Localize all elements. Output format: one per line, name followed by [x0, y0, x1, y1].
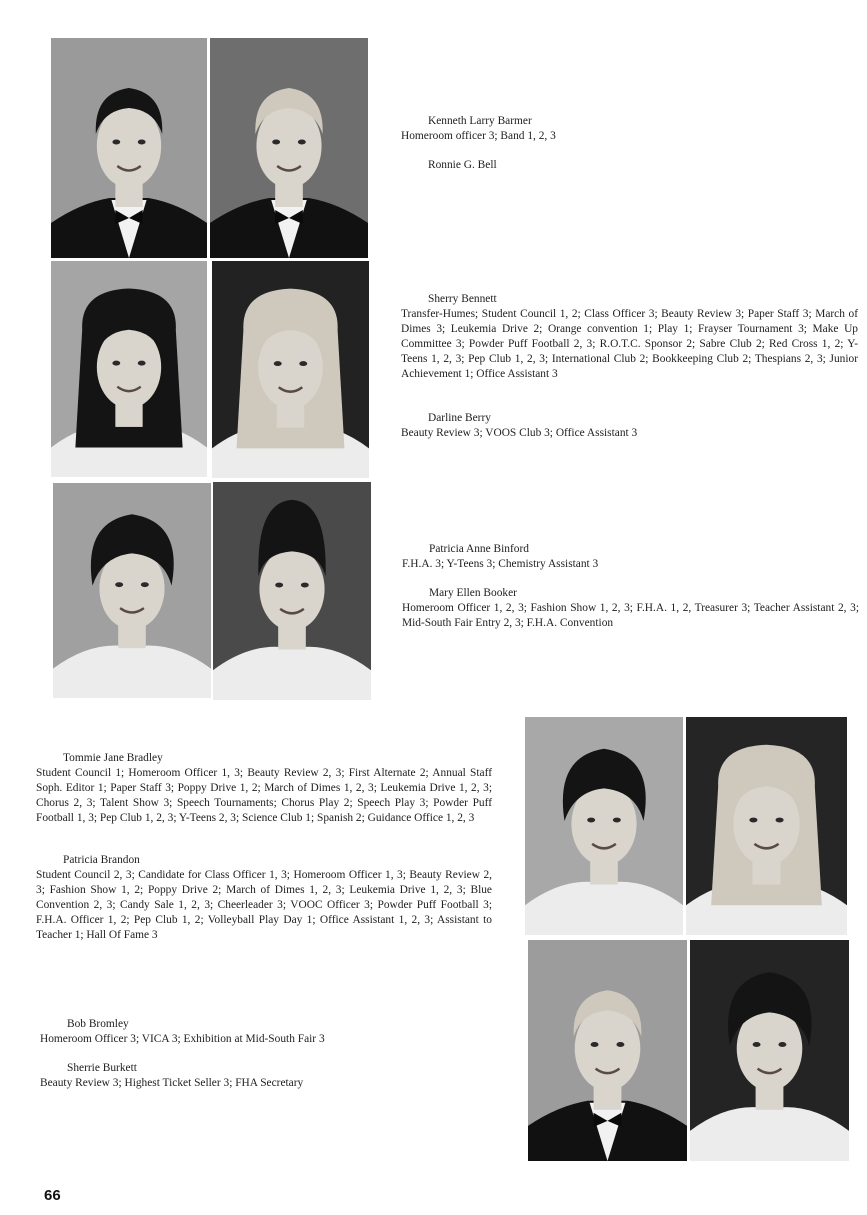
student-photo — [213, 482, 371, 700]
student-photo — [210, 38, 368, 258]
student-photo — [686, 717, 847, 935]
student-entry — [401, 114, 701, 144]
student-photo — [525, 717, 683, 935]
student-activities: Beauty Review 3; Highest Ticket Seller 3; FHA Secretary — [40, 1077, 304, 1089]
student-entry — [40, 1061, 480, 1091]
student-name: Patricia Brandon — [63, 854, 140, 866]
student-activities: Transfer-Humes; Student Council 1, 2; Class Officer 3; Beauty Review 3; Paper Staff 3; March of Dimes 3; Leukemia Drive 2; Orange convention 1; Play 1; Frayser Tournament 3; Make Up Committee 3; Powder Puff Football 2, 3; R.O.T.C. Sponsor 2; Sabre Club 2; Red Cross 1, 2; Y-Teens 1, 2, 3; Pep Club 1, 2, 3; International Club 2; Bookkeeping Club 2; Thespians 2, 3; Junior Achievement 1; Office Assistant 3 — [401, 308, 858, 380]
student-name: Mary Ellen Booker — [429, 587, 517, 599]
student-name: Tommie Jane Bradley — [63, 752, 163, 764]
student-activities: Beauty Review 3; VOOS Club 3; Office Assistant 3 — [401, 427, 638, 439]
student-activities: Homeroom officer 3; Band 1, 2, 3 — [401, 130, 556, 142]
student-photo — [53, 483, 211, 698]
student-photo — [51, 38, 207, 258]
student-name: Ronnie G. Bell — [428, 159, 497, 171]
student-photo — [51, 261, 207, 477]
student-entry — [401, 292, 858, 382]
student-name: Bob Bromley — [67, 1018, 129, 1030]
student-entry — [402, 542, 857, 572]
student-activities: Student Council 2, 3; Candidate for Class Officer 1, 3; Homeroom Officer 1, 3; Beauty Review 2, 3; Fashion Show 1, 2; Poppy Drive 2; March of Dimes 1, 2, 3; Leukemia Drive 1, 2, 3; Blue Convention 2, 3; Candy Sale 1, 2, 3; Cheerleader 3; VOOC Officer 3; Powder Puff Football 3; F.H.A. Officer 1, 2; Pep Club 1, 2; Volleyball Play Day 1; Office Assistant 1, 2, 3; Assistant to Teacher 1; Hall Of Fame 3 — [36, 869, 492, 941]
student-activities: Student Council 1; Homeroom Officer 1, 3; Beauty Review 2, 3; First Alternate 2; Annual Staff Soph. Editor 1; Paper Staff 3; Poppy Drive 1, 2; March of Dimes 1, 2, 3; Leukemia Drive 1, 2, 3; Chorus 2, 3; Talent Show 3; Speech Tournaments; Chorus Play 2; Speech Play 3; Powder Puff Football 1, 3; Pep Club 1, 2, 3; Y-Teens 2, 3; Science Club 1; Spanish 2; Guidance Office 1, 2, 3 — [36, 767, 492, 824]
student-photo — [528, 940, 687, 1161]
student-name: Sherry Bennett — [428, 293, 497, 305]
student-entry — [36, 751, 492, 826]
student-photo — [690, 940, 849, 1161]
student-entry — [401, 158, 701, 173]
student-name: Kenneth Larry Barmer — [428, 115, 532, 127]
student-name: Sherrie Burkett — [67, 1062, 137, 1074]
student-activities: Homeroom Officer 1, 2, 3; Fashion Show 1, 2, 3; F.H.A. 1, 2, Treasurer 3; Teacher Assistant 2, 3; Mid-South Fair Entry 2, 3; F.H.A. Convention — [402, 602, 859, 629]
page-number: 66 — [44, 1187, 61, 1204]
student-photo — [212, 261, 369, 478]
student-entry — [402, 586, 859, 631]
student-name: Patricia Anne Binford — [429, 543, 529, 555]
student-activities: F.H.A. 3; Y-Teens 3; Chemistry Assistant 3 — [402, 558, 599, 570]
student-activities: Homeroom Officer 3; VICA 3; Exhibition at Mid-South Fair 3 — [40, 1033, 325, 1045]
student-name: Darline Berry — [428, 412, 491, 424]
student-entry — [40, 1017, 480, 1047]
student-entry — [36, 853, 492, 943]
student-entry — [401, 411, 858, 441]
